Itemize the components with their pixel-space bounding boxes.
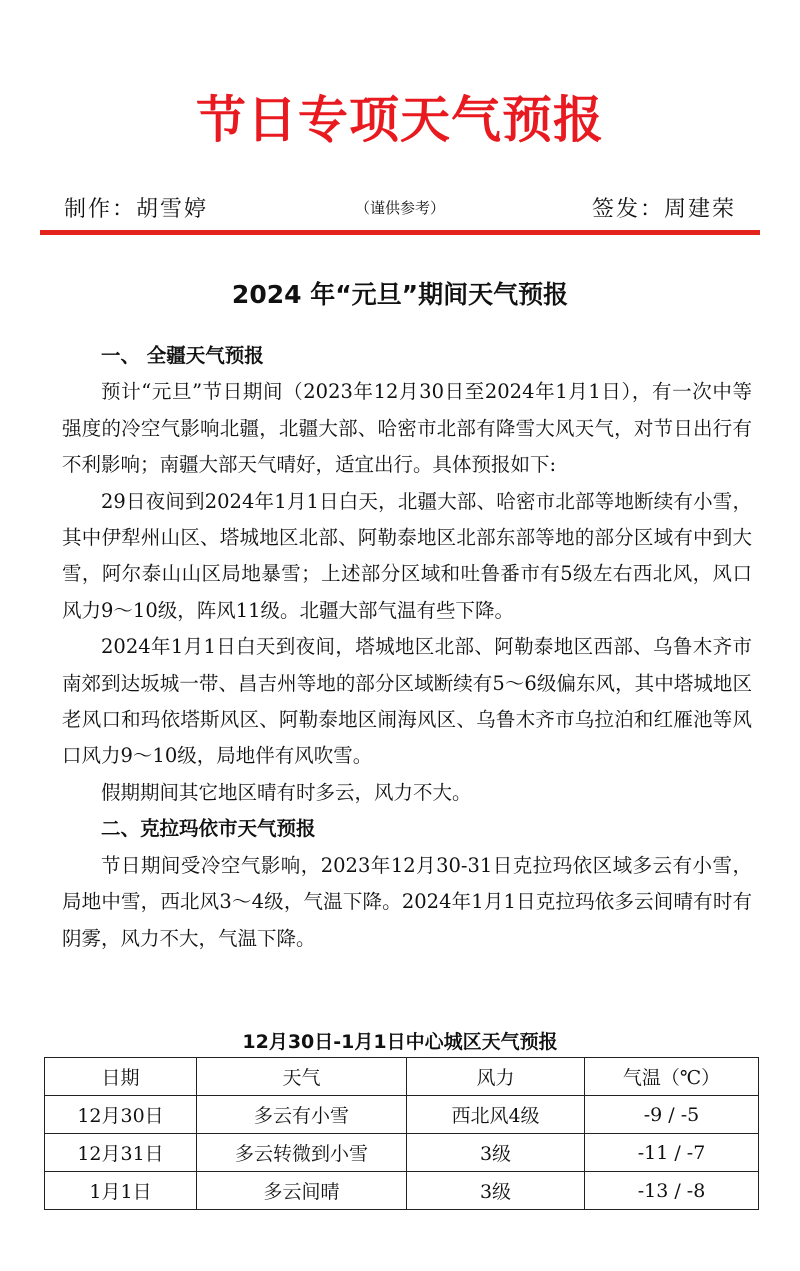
header-temperature: 气温（℃）	[585, 1058, 759, 1096]
cell-temperature: -11 / -7	[585, 1134, 759, 1172]
header-wind: 风力	[407, 1058, 585, 1096]
cell-temperature: -13 / -8	[585, 1172, 759, 1210]
author-label: 制作：胡雪婷	[64, 197, 209, 222]
cell-date: 12月31日	[45, 1134, 197, 1172]
table-row	[45, 1172, 759, 1210]
section-heading: 二、克拉玛依市天气预报	[101, 817, 316, 841]
document-body	[62, 338, 752, 957]
table-header-row	[45, 1058, 759, 1096]
cell-wind: 西北风4级	[407, 1096, 585, 1134]
section-heading: 一、 全疆天气预报	[101, 344, 264, 367]
table-row	[45, 1096, 759, 1134]
cell-weather: 多云有小雪	[197, 1096, 407, 1134]
paragraph: 预计“元旦”节日期间（2023年12月30日至2024年1月1日），有一次中等强度的冷空气影响北疆，北疆大部、哈密市北部有降雪大风天气，对节日出行有不利影响；南疆大部天气晴好，适宜出行。具体预报如下:	[62, 380, 752, 477]
paragraph: 节日期间受冷空气影响，2023年12月30-31日克拉玛依区域多云有小雪，局地中雪，西北风3～4级，气温下降。2024年1月1日克拉玛依多云间晴有时有阴雾，风力不大，气温下降。	[62, 853, 752, 950]
paragraph: 假期期间其它地区晴有时多云，风力不大。	[101, 780, 472, 804]
masthead-title: 节日专项天气预报	[196, 91, 604, 149]
paragraph: 2024年1月1日白天到夜间，塔城地区北部、阿勒泰地区西部、乌鲁木齐市南郊到达坂城一带、昌吉州等地的部分区域断续有5～6级偏东风，其中塔城地区老风口和玛依塔斯风区、阿勒泰地区闹海风区、乌鲁木齐市乌拉泊和红雁池等风口风力9～10级，局地伴有风吹雪。	[62, 635, 752, 768]
cell-date: 12月30日	[45, 1096, 197, 1134]
header-date: 日期	[45, 1058, 197, 1096]
cell-temperature: -9 / -5	[585, 1096, 759, 1134]
cell-date: 1月1日	[45, 1172, 197, 1210]
cell-wind: 3级	[407, 1172, 585, 1210]
paragraph: 29日夜间到2024年1月1日白天，北疆大部、哈密市北部等地断续有小雪，其中伊犁州山区、塔城地区北部、阿勒泰地区北部东部等地的部分区域有中到大雪，阿尔泰山山区局地暴雪；上述部分区域和吐鲁番市有5级左右西北风，风口风力9～10级，阵风11级。北疆大部气温有些下降。	[62, 489, 752, 622]
meta-row	[64, 192, 736, 222]
document-title: 2024 年“元旦”期间天气预报	[231, 280, 569, 309]
red-divider	[40, 230, 760, 235]
forecast-table	[44, 1057, 759, 1210]
cell-wind: 3级	[407, 1134, 585, 1172]
cell-weather: 多云间晴	[197, 1172, 407, 1210]
cell-weather: 多云转微到小雪	[197, 1134, 407, 1172]
table-row	[45, 1134, 759, 1172]
issuer-label: 签发：周建荣	[591, 197, 736, 222]
reference-note: （谨供参考）	[354, 199, 445, 217]
header-weather: 天气	[197, 1058, 407, 1096]
table-caption: 12月30日-1月1日中心城区天气预报	[242, 1031, 558, 1053]
